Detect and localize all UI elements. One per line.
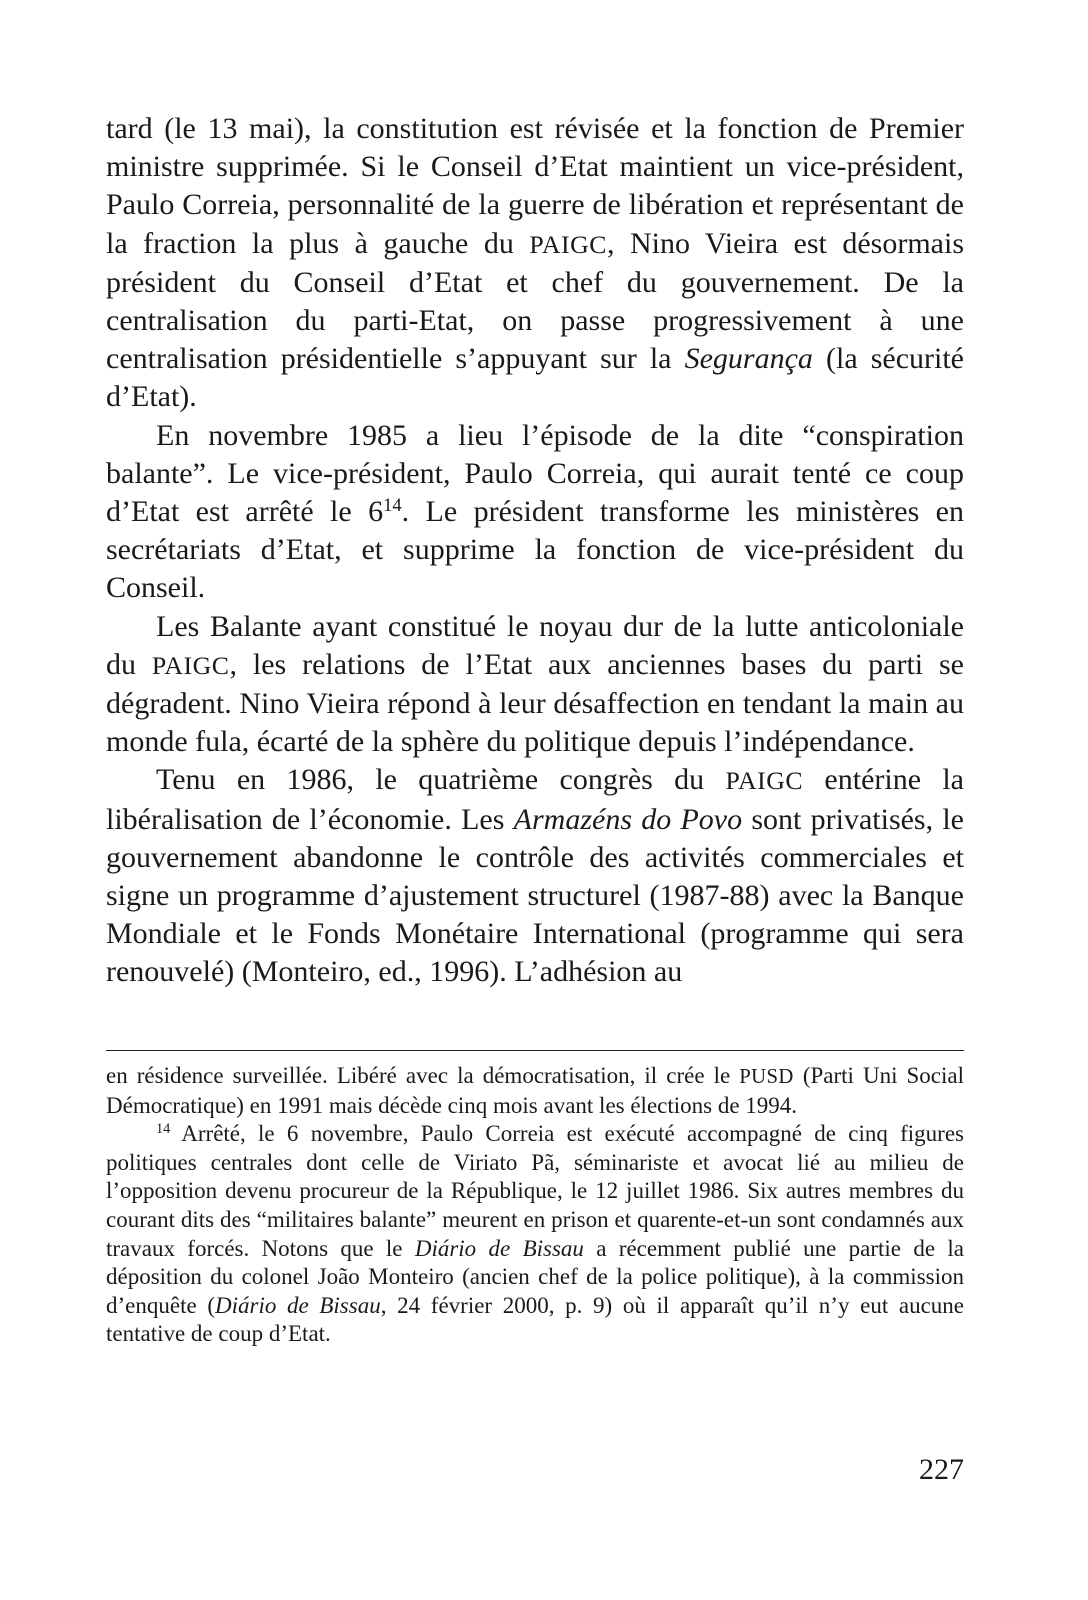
page-number: 227 [919,1453,964,1486]
footnote-divider [106,1050,964,1051]
main-text [106,110,964,992]
footnote-14-text-c: , 24 février 2000, p. 9) où il apparaît qu’il n’y eut aucune tentative de coup d’Etat. [106,1292,964,1347]
footnote-14 [106,1120,964,1349]
italic-term-seguranca: Segurança [684,342,813,376]
paragraph-4-text-c: sont privatisés, le gouvernement abandonne le contrôle des activités commerciales et signe un programme d’ajustement structurel (1987-88) avec la Banque Mondiale et le Fonds Monétaire International (programme qui sera renouvelé) (Monteiro, ed., 1996). L’adhésion au [106,802,965,989]
party-acronym: PAIGC [529,229,607,259]
footnotes [106,1062,964,1349]
party-acronym: PAIGC [151,650,230,680]
paragraph-1 [106,110,964,417]
party-acronym: PAIGC [725,766,804,796]
footnote-14-text-a: Arrêté, le 6 novembre, Paulo Correia est exécuté accompagné de cinq figures politiques centrales dont celle de Viriato Pã, séminariste et avocat lié au milieu de l’opposition devenu procureur de la République, le 12 juillet 1986. Six autres membres du courant dits des “militaires balante” meurent en prison et quarente-et-un sont condamnés aux travaux forcés. Notons que le [106,1121,964,1261]
paragraph-4-text-b: entérine la libéralisation de l’économie. Les [106,763,965,836]
paragraph-2-text-b: . Le président transforme les ministères en secrétariats d’Etat, et supprime la fonction de vice-président du Conseil. [106,495,964,605]
italic-title-diario: Diário de Bissau [215,1292,381,1318]
party-acronym: PUSD [739,1066,794,1088]
paragraph-2 [106,417,964,608]
footnote-reference[interactable]: 14 [383,494,402,516]
paragraph-4 [106,761,964,991]
footnote-continued-text-a: en résidence surveillée. Libéré avec la démocratisation, il crée le [106,1063,740,1088]
footnote-14-text-b: a récemment publié une partie de la déposition du colonel João Monteiro (ancien chef de la police politique), à la commission d’enquête ( [106,1235,964,1318]
paragraph-2-text-a: En novembre 1985 a lieu l’épisode de la dite “conspiration balante”. Le vice-président, Paulo Correia, qui aurait tenté ce coup d’Etat est arrêté le 6 [106,418,964,529]
paragraph-3-text-a: Les Balante ayant constitué le noyau dur de la lutte anticoloniale du [106,609,964,681]
footnote-continued-text-b: (Parti Uni Social Démocratique) en 1991 mais décède cinq mois avant les élections de 1994. [106,1063,964,1118]
italic-title-diario: Diário de Bissau [414,1235,584,1261]
italic-term-armazens: Armazéns do Povo [513,802,743,836]
paragraph-4-text-a: Tenu en 1986, le quatrième congrès du [156,763,726,797]
paragraph-3-text-b: , les relations de l’Etat aux anciennes bases du parti se dégradent. Nino Vieira répond à leur désaffection en tendant la main au monde fula, écarté de la sphère du politique depuis l’indépendance. [106,647,964,759]
paragraph-1-text-a: tard (le 13 mai), la constitution est révisée et la fonction de Premier ministre supprimée. Si le Conseil d’Etat maintient un vice-président, Paulo Correia, personnalité de la guerre de libération et représentant de la fraction la plus à gauche du [106,112,964,260]
paragraph-1-text-b: , Nino Vieira est désormais président du Conseil d’Etat et chef du gouvernement. De la centralisation du parti-Etat, on passe progressivement à une centralisation présidentielle s’appuyant sur la [106,226,965,376]
paragraph-1-text-c: (la sécurité d’Etat). [106,342,965,414]
paragraph-3 [106,608,964,762]
footnote-number: 14 [156,1121,171,1138]
footnote-continued [106,1062,964,1120]
